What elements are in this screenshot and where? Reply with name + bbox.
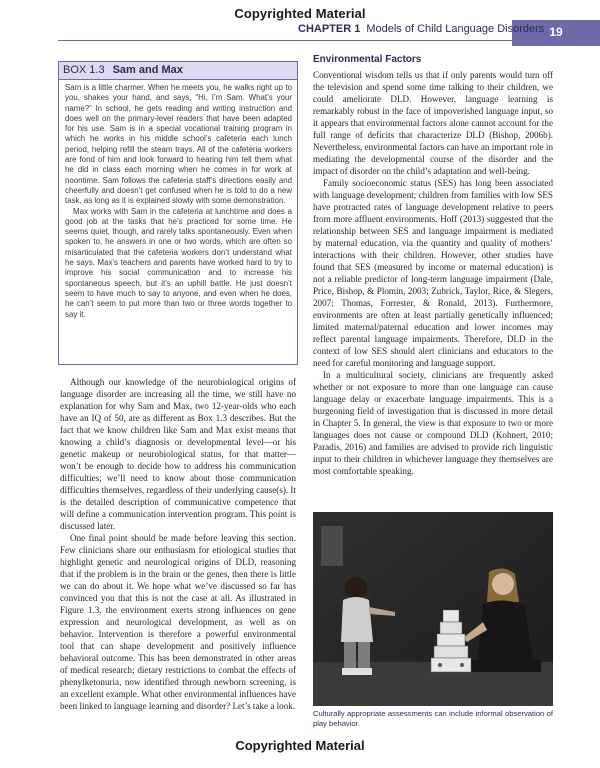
body-paragraph: Family socioeconomic status (SES) has long been associated with language development; children from families with low SES have protracted rates of language development relative to peers from more affluent environments. Hoff (2013) suggested that the relationship between SES and language impairment is mediated by maternal education, via the quantity and quality of mothers’ interactions with their children. However, other studies have found that SES (measured by income or maternal education) is not a reliable predictor of long-term language impairment (Dale, Price, Bishop, & Plomin, 2003; Zubrick, Taylor, Rice, & Slegers, 2007; Thomas, Forrester, & Ronald, 2013). Furthermore, environments are often at least partially genetically influenced; limited maternal/paternal education and lower incomes may reflect parental language impairments. Therefore, DLD in the context of low SES should alert clinicians and educators to the need for careful monitoring and language support. (313, 178, 553, 368)
page-number: 19 (549, 25, 563, 39)
body-paragraph: Conventional wisdom tells us that if only parents would turn off the television and spend some time talking to their children, we could ameliorate DLD. However, language learning is remarkably robust in the face of impoverished language input, so it appears that environmental factors alone cannot account for the full range of deficits that characterize DLD (Bishop, 2006b). Nevertheless, environmental factors can have an important role in mediating the developmental course of the disorder and the impact of disorder on the child’s adaptation and well-being. (313, 70, 553, 176)
body-paragraph: Although our knowledge of the neurobiological origins of language disorder are increasing all the time, we still have no explanation for why Sam and Max, two 12-year-olds who each have an IQ of 50, are as different as Box 1.3 describes. But the fact that we know children like Sam and Max exist means that knowing a child’s diagnosis or developmental level—or his genetic makeup or neurobiological status, for that matter—won’t be enough to decide how to address his communication difficulties; we’ll need to know about those communication difficulties themselves, regardless of their underlying cause(s). It is the detailed description of communicative competence that will define a communication intervention program. This point is discussed later. (60, 377, 296, 531)
section-heading: Environmental Factors (313, 54, 422, 65)
copyright-watermark-bottom: Copyrighted Material (235, 738, 365, 753)
chapter-title: Models of Child Language Disorders (366, 23, 545, 35)
header-rule (58, 40, 512, 41)
box-title: Sam and Max (112, 64, 183, 76)
sidebar-box (58, 61, 298, 365)
box-paragraph: Max works with Sam in the cafeteria at lunchtime and does a good job at the tasks that he’s practiced for some time. He seems quiet, though, and rarely talks spontaneously. Even when spoken to, he answers in one or two words, which are often so misarticulated that the cafeteria workers don’t understand what he says. Max’s teachers and parents have worked hard to try to improve his social communication and to increase his spontaneous speech, but it’s an uphill battle. He just doesn’t seem to have much to say to anyone, and even when he does, he can’t seem to put more than two or three words together to say it. (65, 206, 292, 319)
copyright-watermark-top: Copyrighted Material (234, 6, 366, 21)
box-body (59, 80, 297, 320)
body-paragraph: In a multicultural society, clinicians are frequently asked whether or not exposure to more than one language can cause language delay or exacerbate language impairments. This is a burgeoning field of investigation that is discussed in more detail in Chapter 5. In general, the view is that exposure to two or more languages does not cause or compound DLD (Kohnert, 2010; Paradis, 2016) and families are advised to provide rich linguistic input to their children in whichever language they themselves are most comfortable speaking. (313, 370, 553, 476)
photo-illustration (313, 512, 553, 706)
left-column (60, 376, 296, 712)
figure-caption: Culturally appropriate assessments can include informal observation of play behavior. (313, 709, 553, 728)
box-title-bar (59, 62, 297, 80)
figure-photo (313, 512, 553, 706)
box-label: BOX 1.3 (63, 64, 105, 76)
running-head (298, 23, 544, 35)
chapter-label: CHAPTER 1 (298, 23, 361, 35)
body-paragraph: One final point should be made before leaving this section. Few clinicians share our enthusiasm for etiological studies that highlight genetic and neurological origins of DLD, reasoning that if the problem is in the brain or the genes, then there is little we can do about it. We hope what we’ve discussed so far has convinced you that this is not the case at all. As illustrated in Figure 1.3, the environment exerts strong influences on gene expression and neurological development, as well as on behavior. Intervention is therefore a powerful environmental tool that can shape development and positively influence behavioral outcome. This has been demonstrated in other areas of medical research; dietary restrictions to combat the effects of phenylketonuria, now identified through newborn screening, is an excellent example. What other environmental influences have been linked to language learning and disorder? Let’s take a look. (60, 533, 296, 711)
right-column (313, 54, 553, 477)
box-paragraph: Sam is a little charmer. When he meets you, he walks right up to you, shakes your hand, and says, “Hi, I’m Sam. What’s your name?” In school, he gets reading and writing instruction and does well on the primary-level readers that have been adapted for his use. Sam is in a special vocational training program in which he works in his middle school’s cafeteria each lunch period, helping refill the steam trays. All of the cafeteria workers are fond of him and look forward to hearing him tell them what he did in class each morning when he comes in for work at noontime. Sam follows the cafeteria staff’s directions easily and cheerfully and doesn’t get confused when he is told to do a new task, as long as it is explained slowly with some demonstration. (65, 83, 292, 206)
